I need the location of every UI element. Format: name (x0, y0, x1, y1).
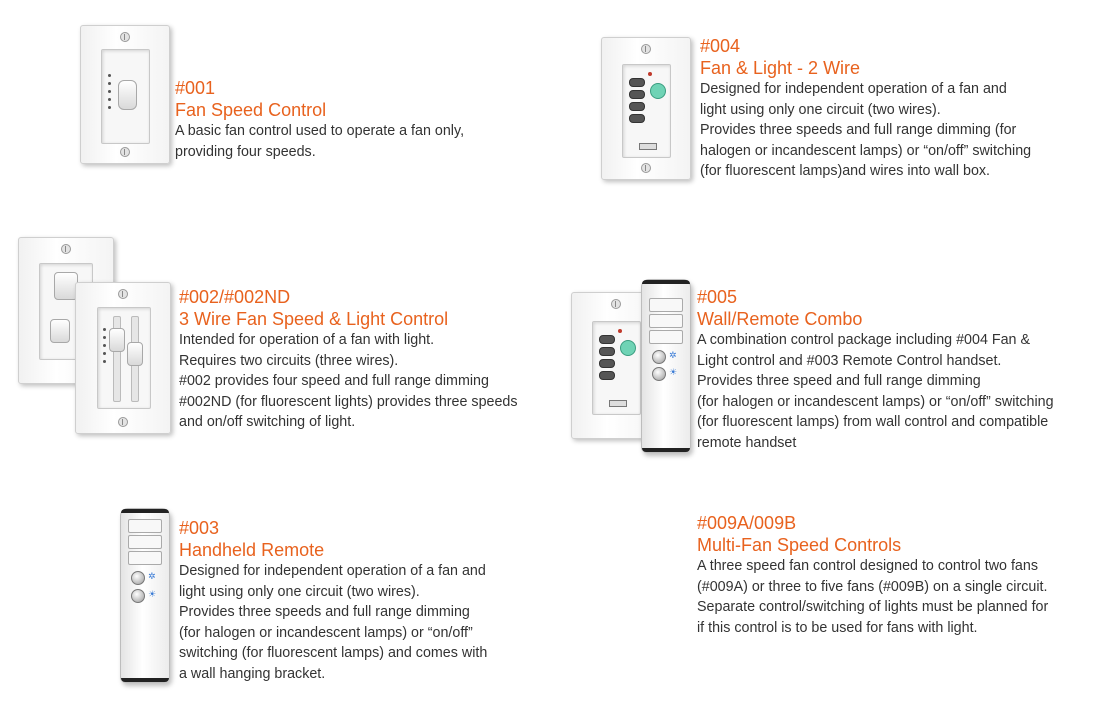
product-code: #005 (697, 287, 738, 307)
product-description: Intended for operation of a fan with light. Requires two circuits (three wires). #002 provides four speed and full range dimming #002ND (for fluorescent lights) provides three speeds and on/off switching of light. (179, 332, 518, 430)
product-009 (697, 513, 1048, 638)
product-description: Designed for independent operation of a fan and light using only one circuit (two wires). Provides three speeds and full range dimming (for halogen or incandescent lamps) or “on/off” switching (for fluorescent lamps)and wires into wall box. (700, 81, 1032, 179)
product-name: Wall/Remote Combo (697, 309, 863, 329)
product-description: A combination control package including #004 Fan & Light control and #003 Remote Control handset. Provides three speed and full range dimming (for halogen or incandescent lamps) or “on/off” switching (for fluorescent lamps) from wall control and compatible remote handset (697, 332, 1054, 451)
fan-icon: ✲ (148, 572, 156, 582)
product-image-004 (601, 37, 691, 180)
product-005 (697, 287, 1054, 453)
product-name: Handheld Remote (179, 540, 325, 560)
light-bulb-icon: ☀ (669, 368, 678, 378)
product-image-005-remote (641, 279, 691, 453)
product-description: A basic fan control used to operate a fan only, providing four speeds. (175, 123, 465, 160)
product-001 (175, 78, 464, 162)
product-image-002 (75, 282, 171, 434)
product-002 (179, 287, 518, 433)
fan-icon: ✲ (669, 351, 677, 361)
product-name: Fan Speed Control (175, 100, 327, 120)
product-003 (179, 518, 487, 684)
light-bulb-icon: ☀ (148, 590, 157, 600)
product-description: Designed for independent operation of a fan and light using only one circuit (two wires). Provides three speeds and full range dimming (for halogen or incandescent lamps) or “on/off” switching (for fluorescent lamps) and comes with a wall hanging bracket. (179, 563, 488, 682)
product-code: #001 (175, 78, 216, 98)
product-code: #009A/009B (697, 513, 797, 533)
product-code: #004 (700, 36, 741, 56)
product-code: #002/#002ND (179, 287, 291, 307)
product-description: A three speed fan control designed to control two fans (#009A) or three to five fans (#009B) on a single circuit. Separate control/switching of lights must be planned for if this control is to be used for fans with light. (697, 558, 1049, 636)
product-name: Fan & Light - 2 Wire (700, 58, 861, 78)
product-name: Multi-Fan Speed Controls (697, 535, 902, 555)
product-image-003 (120, 508, 170, 683)
product-name: 3 Wire Fan Speed & Light Control (179, 309, 449, 329)
product-004 (700, 36, 1031, 182)
product-image-001 (80, 25, 170, 164)
product-code: #003 (179, 518, 220, 538)
